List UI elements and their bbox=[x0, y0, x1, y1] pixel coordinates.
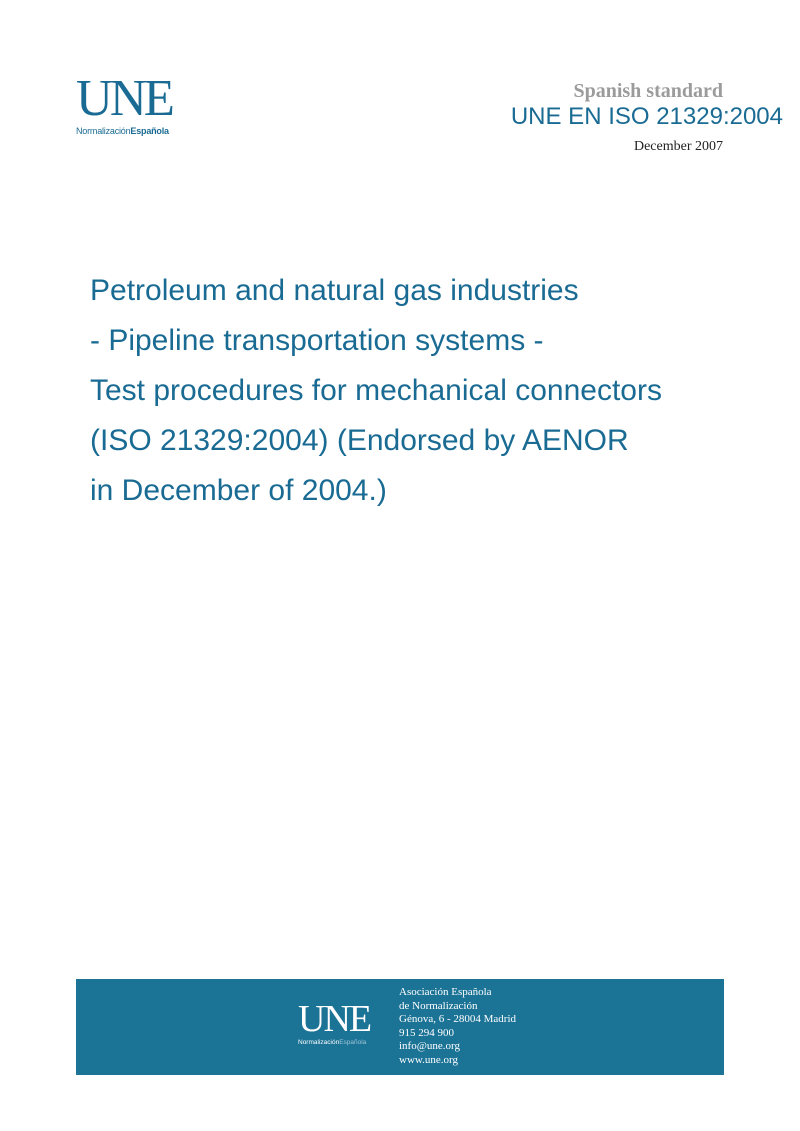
logo-subtitle bbox=[76, 126, 206, 136]
standard-code: UNE EN ISO 21329:2004 bbox=[510, 103, 783, 130]
address-org-line1: Asociación Española bbox=[399, 986, 492, 998]
une-logo bbox=[76, 70, 206, 146]
title-line: in December of 2004.) bbox=[90, 474, 387, 507]
footer-logo-mark: UNE bbox=[298, 998, 371, 1040]
logo-subtitle-regular: Normalización bbox=[76, 126, 131, 136]
address-phone: 915 294 900 bbox=[399, 1026, 454, 1039]
logo-subtitle-bold: Española bbox=[130, 126, 169, 136]
footer-une-logo bbox=[298, 998, 384, 1047]
footer-logo-subtitle bbox=[298, 1039, 384, 1047]
document-title bbox=[90, 266, 750, 516]
title-line: - Pipeline transportation systems - bbox=[90, 324, 544, 357]
footer-logo-subtitle-light: Española bbox=[339, 1039, 367, 1046]
standard-type: Spanish standard bbox=[573, 80, 723, 102]
footer-band bbox=[76, 979, 724, 1075]
footer-address bbox=[399, 986, 516, 1068]
title-line: Test procedures for mechanical connectors bbox=[90, 374, 662, 407]
address-street: Génova, 6 - 28004 Madrid bbox=[399, 1013, 517, 1026]
address-web: www.une.org bbox=[399, 1053, 458, 1066]
title-line: (ISO 21329:2004) (Endorsed by AENOR bbox=[90, 424, 629, 457]
standard-date: December 2007 bbox=[633, 139, 723, 154]
standard-header bbox=[510, 79, 783, 157]
address-email: info@une.org bbox=[399, 1040, 460, 1053]
logo-mark: UNE bbox=[76, 70, 172, 127]
footer-logo-subtitle-regular: Normalización bbox=[298, 1039, 340, 1046]
address-org-line2: de Normalización bbox=[399, 999, 478, 1012]
title-line: Petroleum and natural gas industries bbox=[90, 274, 579, 307]
